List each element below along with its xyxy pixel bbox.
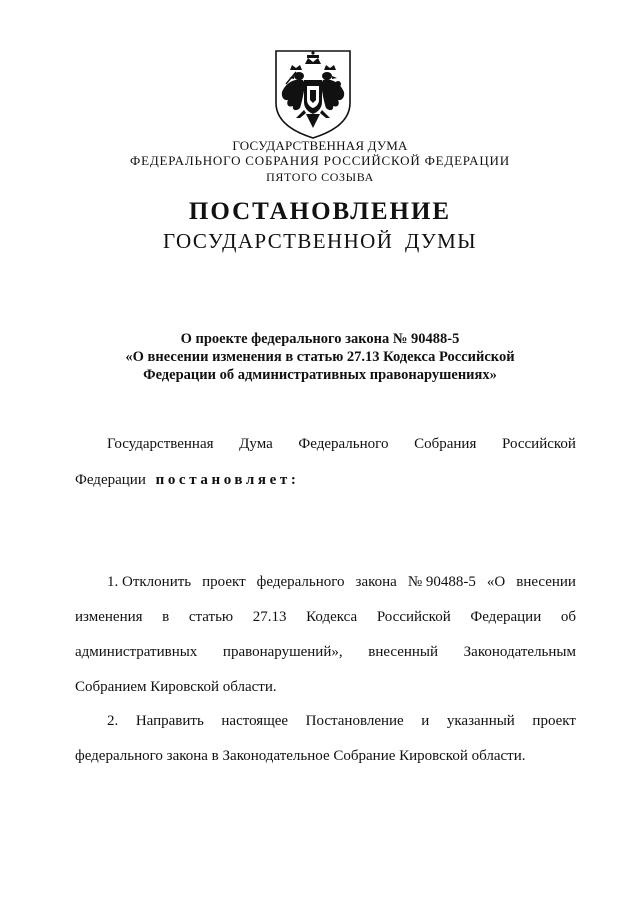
item1-word: Законодательным <box>463 644 576 660</box>
item1-word: внесении <box>516 574 576 590</box>
preamble-lead: Федерации <box>75 472 146 488</box>
preamble-word: Дума <box>239 436 273 452</box>
preamble-word: Государственная <box>107 436 214 452</box>
item1-line-1 <box>107 574 576 591</box>
subject-line-3: Федерации об административных правонарушениях» <box>143 367 497 383</box>
item1-line-3 <box>75 644 576 661</box>
item1-line-4: Собранием Кировской области. <box>75 679 277 695</box>
item2-word: Постановление <box>305 713 404 729</box>
item1-word: внесенный <box>368 644 439 660</box>
document-subtitle: ГОСУДАРСТВЕННОЙ ДУМЫ <box>163 229 477 253</box>
item2-word: проект <box>532 713 576 729</box>
item1-word: об <box>560 609 576 625</box>
preamble-word: Российской <box>502 436 576 452</box>
item2-word: настоящее <box>221 713 289 729</box>
item2-word: 2. <box>107 713 119 729</box>
item2-line-2: федерального закона в Законодательное Собрание Кировской области. <box>75 748 526 764</box>
item1-word: Федерации <box>470 609 542 625</box>
item1-word: 1. Отклонить <box>107 574 192 590</box>
item1-word: Кодекса <box>306 609 358 625</box>
item2-word: и <box>421 713 430 729</box>
item1-word: статью <box>188 609 234 625</box>
item1-word: проект <box>202 574 246 590</box>
preamble-word: Собрания <box>414 436 477 452</box>
convocation-line: ПЯТОГО СОЗЫВА <box>266 170 374 184</box>
preamble-word: Федерального <box>298 436 389 452</box>
item1-word: в <box>162 609 170 625</box>
item1-word: Российской <box>376 609 451 625</box>
resolution-verb: постановляет: <box>155 472 300 488</box>
item1-word: изменения <box>75 609 143 625</box>
item2-word: Направить <box>135 713 204 729</box>
document-title: ПОСТАНОВЛЕНИЕ <box>188 198 452 225</box>
item1-word: № 90488-5 <box>407 574 476 590</box>
preamble-line-1 <box>107 436 576 453</box>
preamble-line-2 <box>75 472 299 489</box>
org-name-line-1: ГОСУДАРСТВЕННАЯ ДУМА <box>232 138 408 153</box>
document-subject <box>0 330 640 384</box>
item2-word: указанный <box>446 713 515 729</box>
coat-of-arms-icon <box>272 48 354 140</box>
item1-word: федерального <box>256 574 345 590</box>
item1-word: 27.13 <box>252 609 287 625</box>
item1-word: закона <box>355 574 397 590</box>
org-name-line-2: ФЕДЕРАЛЬНОГО СОБРАНИЯ РОССИЙСКОЙ ФЕДЕРАЦИИ <box>130 153 510 168</box>
item1-word: «О <box>486 574 506 590</box>
item1-line-2 <box>75 609 576 626</box>
item1-word: правонарушений», <box>222 644 343 660</box>
subject-line-1: О проекте федерального закона № 90488-5 <box>180 331 460 347</box>
item2-line-1 <box>107 713 576 730</box>
subject-line-2: «О внесении изменения в статью 27.13 Кодекса Российской <box>125 349 515 365</box>
item1-word: административных <box>75 644 198 660</box>
